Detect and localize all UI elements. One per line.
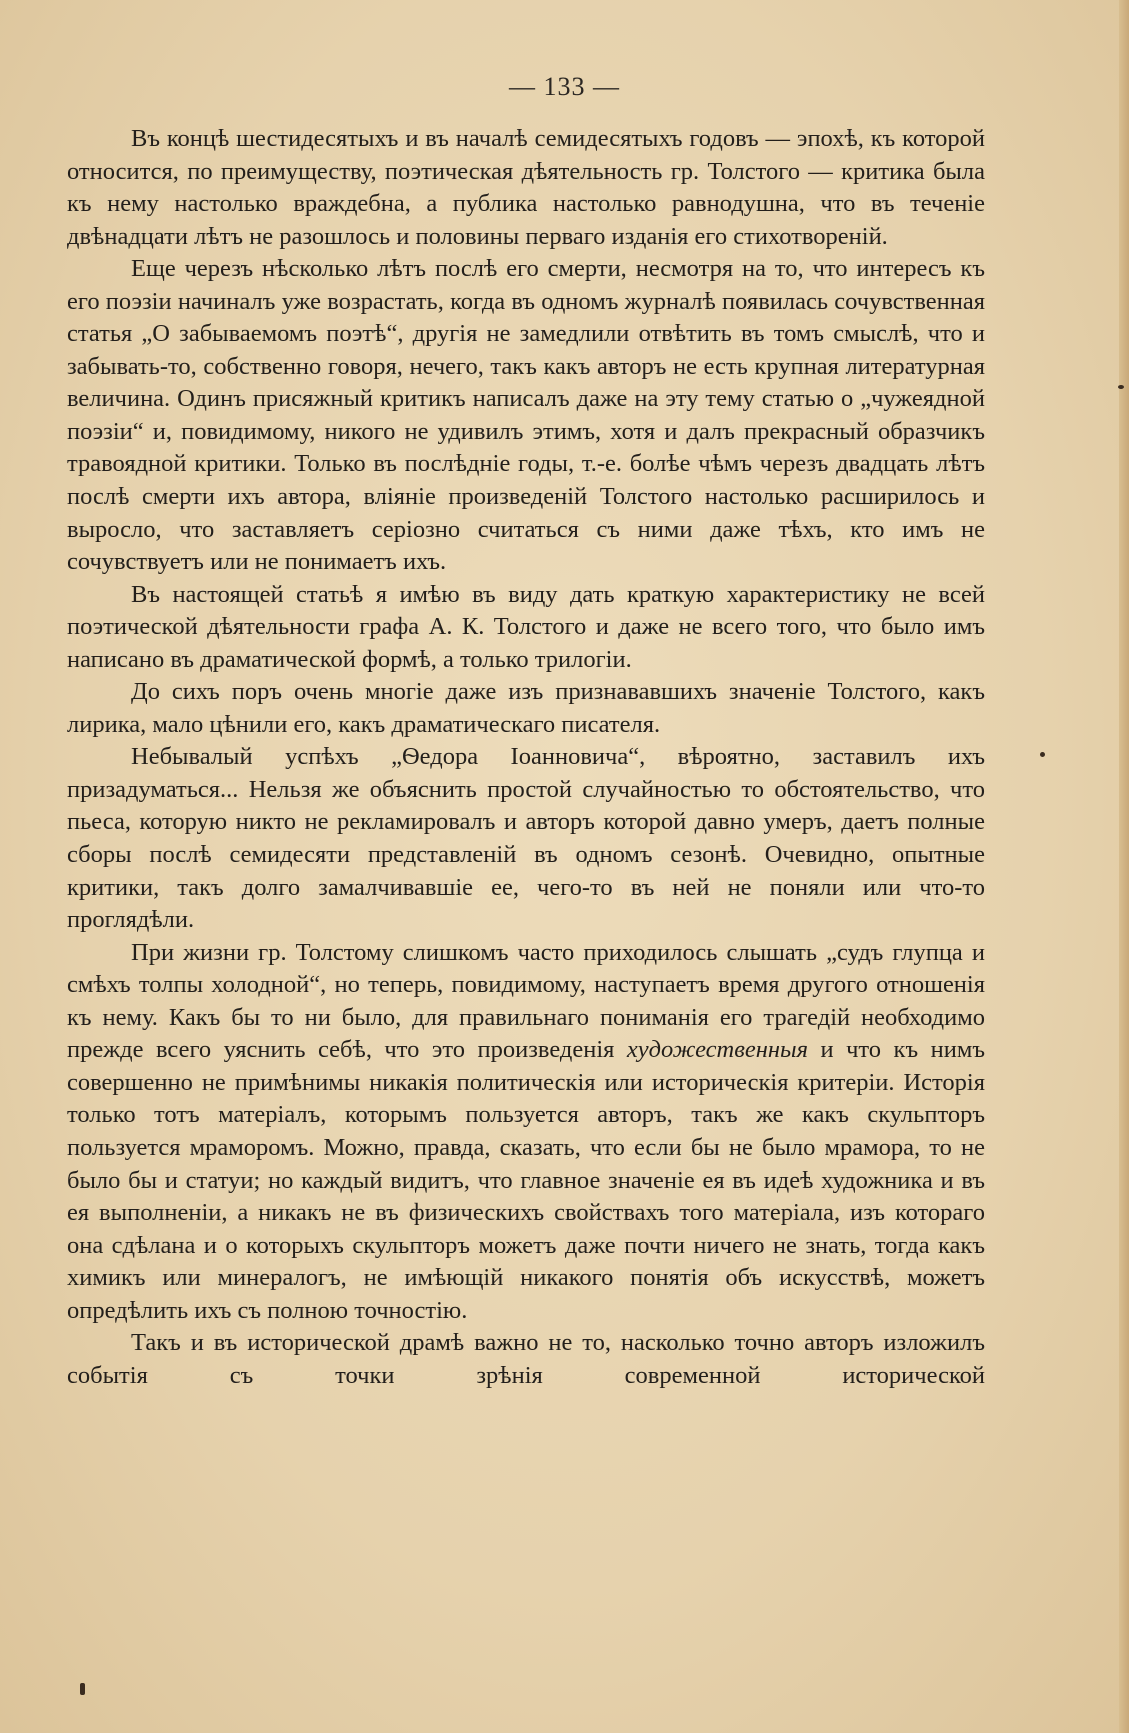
paragraph-2: Еще черезъ нѣсколько лѣтъ послѣ его смерти, несмотря на то, что интересъ къ его поэзіи начиналъ уже возрастать, когда въ одномъ журналѣ появилась сочувственная статья „О забываемомъ поэтѣ“, другія не замедлили отвѣтить въ томъ смыслѣ, что и забывать-то, собственно говоря, нечего, такъ какъ авторъ не есть крупная литературная величина. Одинъ присяжный критикъ написалъ даже на эту тему статью о „чужеядной поэзіи“ и, повидимому, никого не удивилъ этимъ, хотя и далъ прекрасный образчикъ травоядной критики. Только въ послѣдніе годы, т.-е. болѣе чѣмъ черезъ двадцать лѣтъ послѣ смерти ихъ автора, вліяніе произведеній Толстого настолько расширилось и выросло, что заставляетъ серіозно считаться съ ними даже тѣхъ, кто имъ не сочувствуетъ или не понимаетъ ихъ. (67, 255, 985, 576)
paragraph-7: Такъ и въ исторической драмѣ важно не то, насколько точно авторъ изложилъ событія съ точки зрѣнія современной исторической (67, 1329, 985, 1389)
body-text (67, 123, 985, 1392)
page-edge (1119, 0, 1129, 1733)
paragraph-6-end: и что къ нимъ совершенно не примѣнимы никакія политическія или историческія критеріи. Исторія только тотъ матеріалъ, которымъ пользуется авторъ, такъ же какъ скульпторъ пользуется мраморомъ. Можно, правда, сказать, что если бы не было мрамора, то не было бы и статуи; но каждый видитъ, что главное значеніе ея въ идеѣ художника и въ ея выполненіи, а никакъ не въ физическихъ свойствахъ того матеріала, изъ котораго она сдѣлана и о которыхъ скульпторъ можетъ даже почти ничего не знать, тогда какъ химикъ или минералогъ, не имѣющій никакого понятія объ искусствѣ, можетъ опредѣлить ихъ съ полною точностію. (67, 1036, 985, 1324)
emphasized-word: художественныя (626, 1036, 809, 1064)
paragraph-5: Небывалый успѣхъ „Ѳедора Іоанновича“, вѣроятно, заставилъ ихъ призадуматься... Нельзя же объяснить простой случайностью то обстоятельство, что пьеса, которую никто не рекламировалъ и авторъ которой давно умеръ, даетъ полные сборы послѣ семидесяти представленій въ одномъ сезонѣ. Очевидно, опытные критики, такъ долго замалчивавшіе ее, чего-то въ ней не поняли или что-то проглядѣли. (67, 743, 985, 934)
paragraph-3: Въ настоящей статьѣ я имѣю въ виду дать краткую характеристику не всей поэтической дѣятельности графа А. К. Толстого и даже не всего того, что было имъ написано въ драматической формѣ, а только трилогіи. (67, 580, 985, 673)
paragraph-6-start: При жизни гр. Толстому слишкомъ часто приходилось слышать „судъ глупца и смѣхъ толпы холодной“, но теперь, повидимому, наступаетъ время другого отношенія къ нему. Какъ бы то ни было, для правильнаго пониманія его трагедій необходимо прежде всего уяснить себѣ, что это произведенія (67, 938, 985, 1064)
paragraph-6 (67, 937, 985, 1328)
paragraph-4: До сихъ поръ очень многіе даже изъ признававшихъ значеніе Толстого, какъ лирика, мало цѣнили его, какъ драматическаго писателя. (67, 678, 985, 738)
ink-speck (80, 1683, 85, 1695)
ink-speck (1040, 752, 1045, 757)
ink-speck (1118, 385, 1124, 389)
paragraph-1: Въ концѣ шестидесятыхъ и въ началѣ семидесятыхъ годовъ — эпохѣ, къ которой относится, по преимуществу, поэтическая дѣятельность гр. Толстого — критика была къ нему настолько враждебна, а публика настолько равнодушна, что въ теченіе двѣнадцати лѣтъ не разошлось и половины перваго изданія его стихотвореній. (67, 125, 985, 250)
page-number: — 133 — (509, 72, 620, 101)
